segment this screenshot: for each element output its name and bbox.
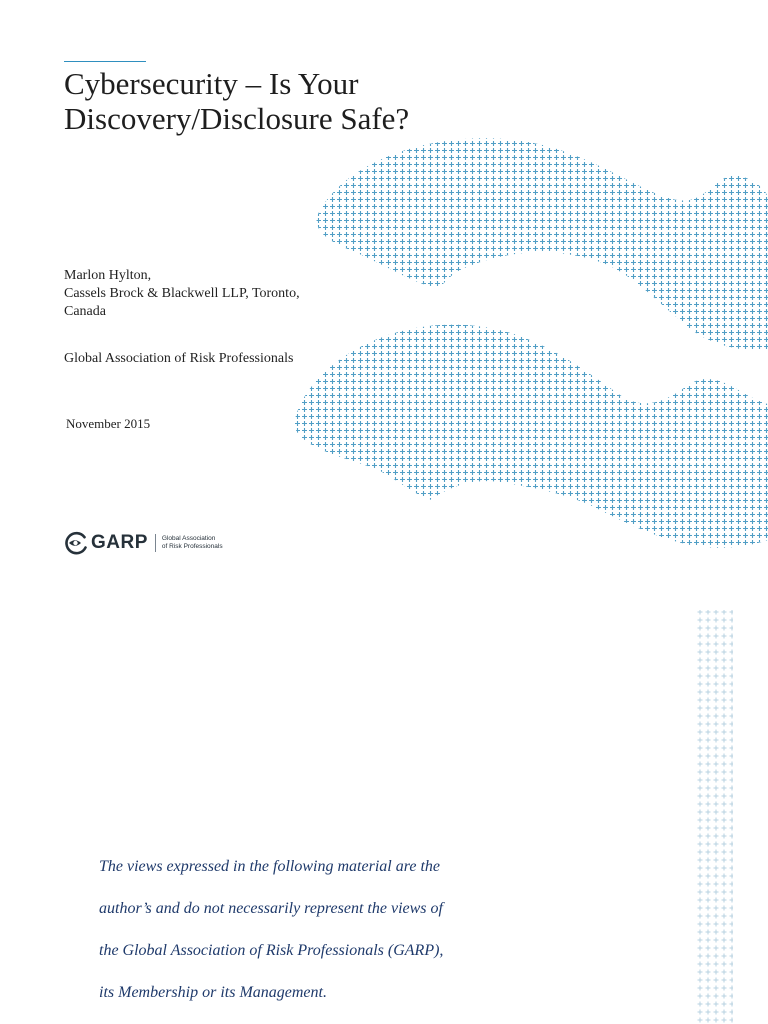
title-line-2: Discovery/Disclosure Safe?	[64, 101, 410, 136]
publication-date: November 2015	[66, 416, 151, 431]
logo-tagline	[162, 535, 223, 551]
disclaimer-text	[99, 846, 519, 1014]
author-firm: Cassels Brock & Blackwell LLP, Toronto,	[64, 286, 300, 301]
title-accent-rule	[64, 61, 146, 62]
organization-name: Global Association of Risk Professionals	[64, 351, 294, 366]
author-country: Canada	[64, 304, 106, 319]
disclaimer-line-3: the Global Association of Risk Professionals (GARP),	[99, 942, 444, 959]
logo-divider	[155, 534, 156, 552]
disclaimer-line-1: The views expressed in the following material are the	[99, 858, 440, 875]
disclaimer-line-2: author’s and do not necessarily represent the views of	[99, 900, 443, 917]
logo-tagline-line-2: of Risk Professionals	[161, 543, 223, 550]
wave-band-upper	[317, 138, 768, 350]
title-line-1: Cybersecurity – Is Your	[64, 66, 359, 101]
author-block	[64, 267, 300, 321]
logo-tagline-line-1: Global Association	[161, 535, 216, 542]
side-pattern-strip	[697, 610, 733, 1024]
garp-eye-icon	[64, 531, 88, 555]
logo-wordmark: GARP	[91, 532, 148, 553]
garp-logo	[64, 531, 223, 555]
document-title	[64, 66, 409, 136]
wave-band-lower	[294, 325, 768, 548]
disclaimer-line-4: its Membership or its Management.	[99, 984, 327, 1001]
author-name: Marlon Hylton,	[64, 268, 152, 283]
